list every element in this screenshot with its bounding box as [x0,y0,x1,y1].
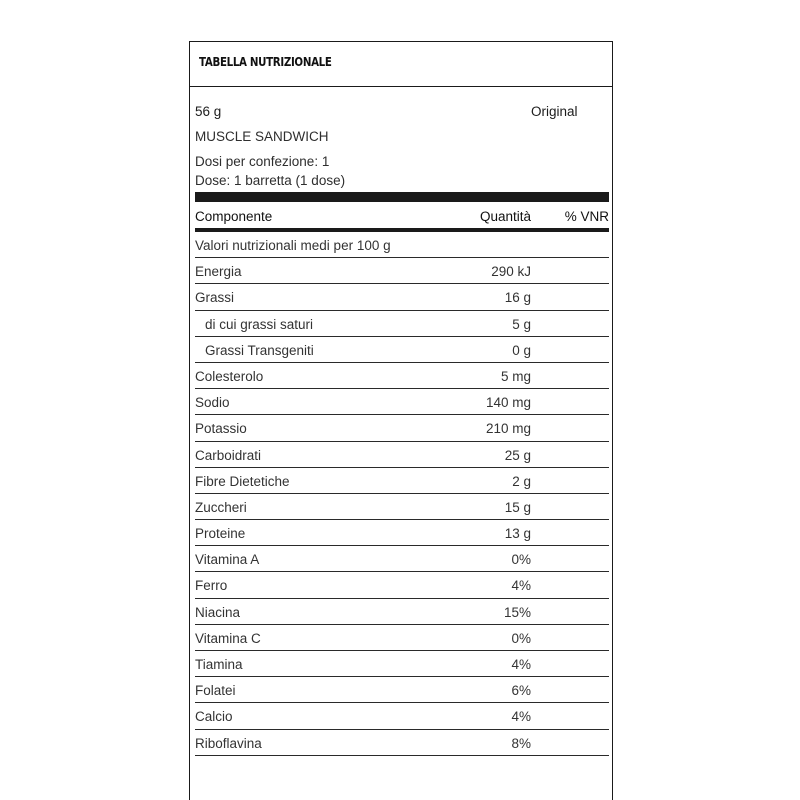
table-row [195,494,609,520]
serving-size: 56 g [195,104,222,119]
nutrient-name: Vitamina C [195,630,261,646]
nutrient-name: Folatei [195,683,236,699]
nutrient-name: Fibre Dietetiche [195,473,290,489]
header-vnr: % VNR [564,209,609,224]
table-row [195,311,609,337]
table-header [195,202,609,228]
nutrient-name: Calcio [195,709,233,725]
nutrition-table-panel [189,41,613,800]
table-row [195,520,609,546]
nutrient-quantity: 15% [503,604,531,620]
header-quantity: Quantità [479,209,531,224]
table-row [195,546,609,572]
nutrient-quantity: 2 g [512,473,531,489]
header-divider-top [195,192,609,202]
product-variant: Original [531,104,578,119]
nutrient-name: Vitamina A [195,552,260,568]
table-row [195,599,609,625]
nutrient-quantity: 25 g [504,447,531,463]
nutrient-quantity: 5 mg [500,368,531,384]
nutrient-name: Zuccheri [195,499,247,515]
table-row [195,363,609,389]
nutrient-name: Carboidrati [195,447,262,463]
table-row [195,389,609,415]
nutrient-quantity: 6% [511,683,531,699]
table-row [195,468,609,494]
nutrient-quantity: 4% [511,578,531,594]
nutrient-name: Grassi Transgeniti [205,342,314,358]
nutrient-quantity: 290 kJ [491,264,531,280]
nutrient-name: Tiamina [195,657,243,672]
nutrient-name: Riboflavina [195,735,262,751]
nutrient-name: Energia [195,264,242,280]
nutrient-quantity: 210 mg [485,421,531,437]
table-row [195,625,609,651]
table-row [195,677,609,703]
title-bar [190,42,612,87]
nutrient-name: Sodio [195,395,230,411]
table-row [195,415,609,441]
nutrient-name: Niacina [195,604,241,620]
table-row [195,232,609,258]
servings-per-pack: Dosi per confezione: 1 [195,154,330,169]
dose-info: Dose: 1 barretta (1 dose) [195,173,346,188]
nutrient-name: Proteine [195,526,246,542]
nutrient-quantity: 16 g [504,290,531,306]
nutrient-quantity: 0 g [512,342,531,358]
nutrient-quantity: 0% [511,630,531,646]
header-component: Componente [195,209,273,224]
nutrient-name: Grassi [195,290,235,306]
nutrient-name: Ferro [195,578,228,594]
table-row [195,651,609,677]
table-row [195,730,609,756]
nutrient-name: Potassio [195,421,247,437]
table-title: TABELLA NUTRIZIONALE [199,54,332,69]
nutrient-quantity: 140 mg [485,395,531,411]
nutrient-quantity: 5 g [512,316,531,332]
nutrient-quantity: 15 g [504,499,531,515]
nutrient-quantity: 0% [511,552,531,568]
nutrient-name: Colesterolo [195,368,264,384]
nutrient-name: Valori nutrizionali medi per 100 g [195,238,391,253]
nutrient-quantity: 4% [511,709,531,725]
product-name: MUSCLE SANDWICH [195,129,329,144]
nutrient-quantity: 8% [511,735,531,751]
table-row [195,442,609,468]
nutrient-quantity: 13 g [504,526,531,542]
nutrient-name: di cui grassi saturi [205,316,314,332]
table-row [195,258,609,284]
nutrient-rows [195,232,609,756]
table-row [195,337,609,363]
table-row [195,284,609,310]
nutrient-quantity: 4% [511,657,531,672]
table-row [195,572,609,598]
table-row [195,703,609,729]
